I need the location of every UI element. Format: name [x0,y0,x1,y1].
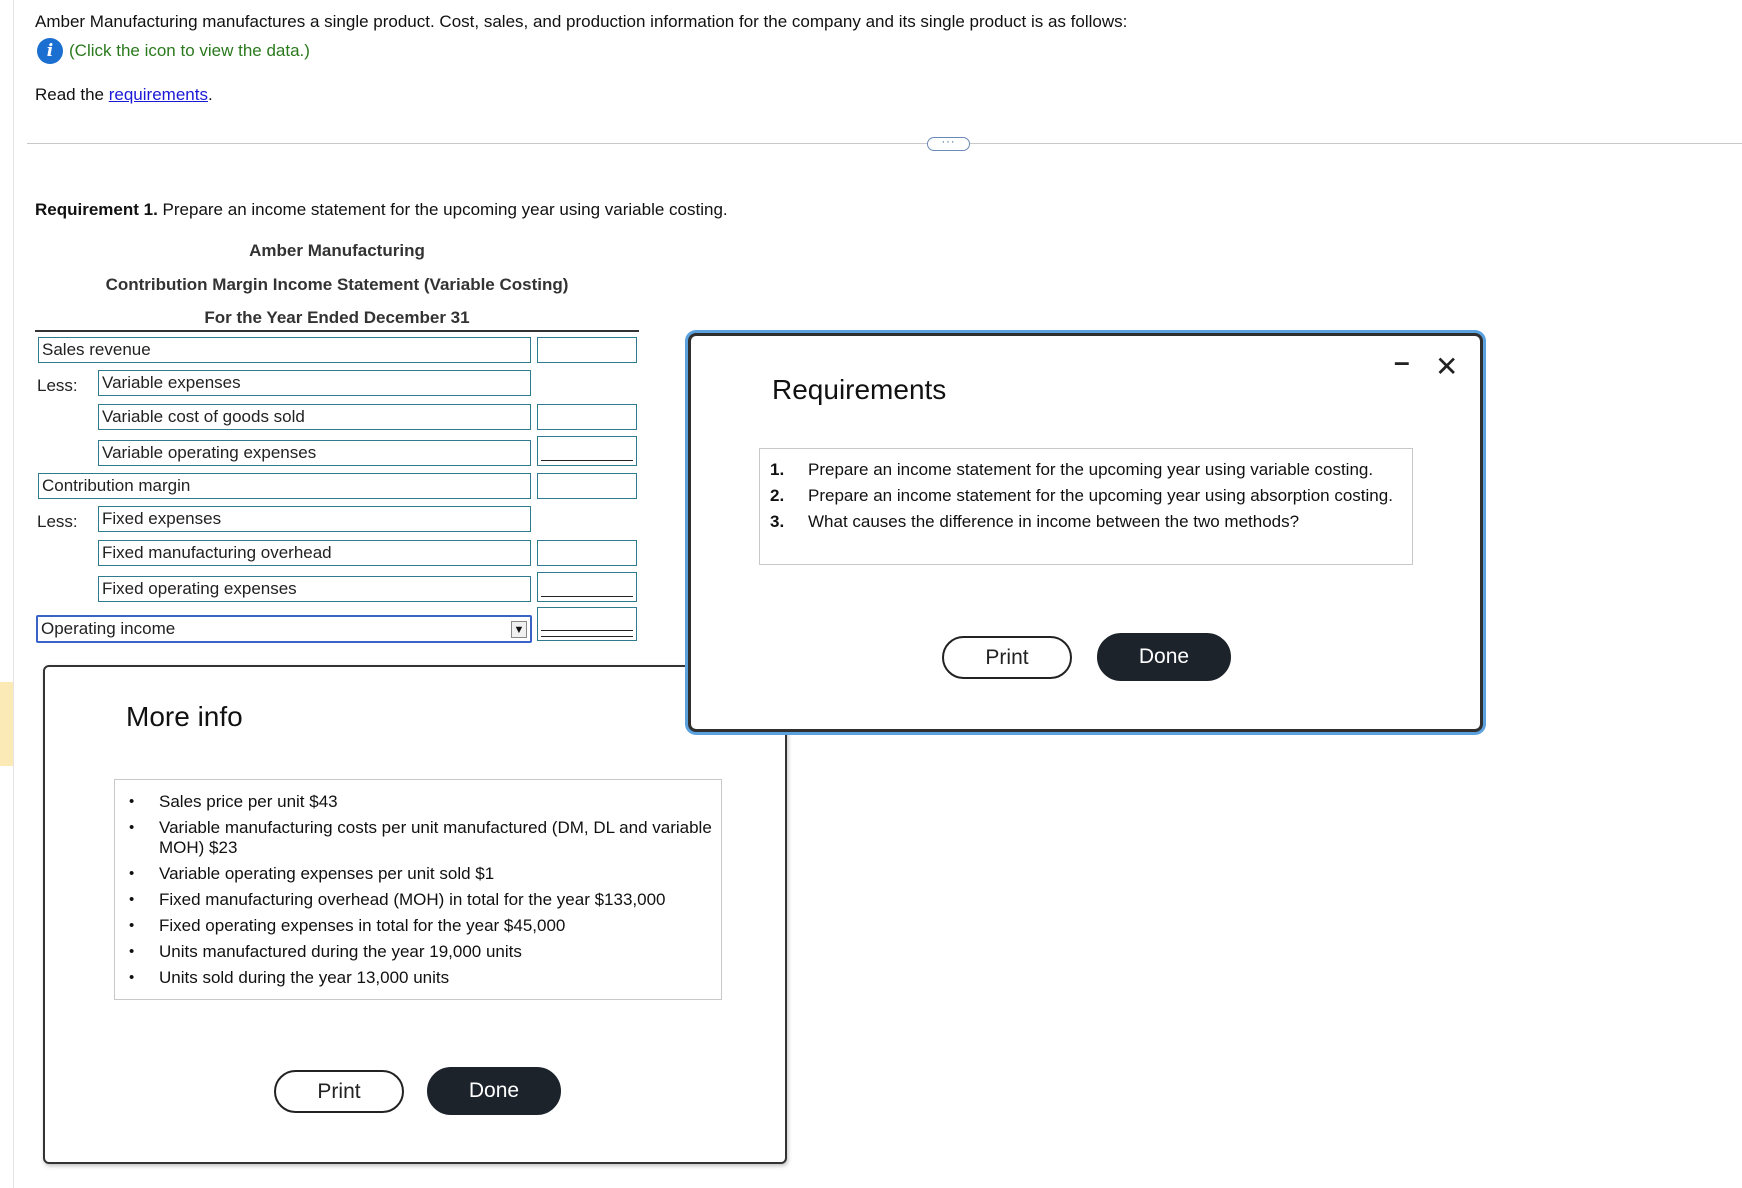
more-info-list [115,792,721,988]
company-name: Amber Manufacturing [249,241,425,260]
requirement-item [760,459,1412,481]
print-button[interactable]: Print [274,1070,404,1113]
requirement-1-heading [35,200,728,220]
requirement-1-text: Prepare an income statement for the upcoming year using variable costing. [157,200,728,219]
operating-income-amount[interactable] [537,607,637,641]
requirement-number: 1. [770,460,785,479]
contribution-margin-amount[interactable] [537,473,637,499]
more-info-item: • Variable operating expenses per unit sold $1 [115,864,721,884]
problem-intro: Amber Manufacturing manufactures a single product. Cost, sales, and production information for the company and its single product is as follows: [35,12,1128,31]
info-icon[interactable]: i [37,38,63,64]
variable-expenses-label[interactable]: Variable expenses [98,370,531,396]
more-info-item: • Fixed operating expenses in total for the year $45,000 [115,916,721,936]
sales-revenue-amount[interactable] [537,337,637,363]
fixed-opex-label[interactable]: Fixed operating expenses [98,576,531,602]
read-prefix: Read the [35,85,109,104]
requirements-list [760,459,1412,533]
minimize-icon[interactable]: – [1394,346,1410,377]
more-info-list-box [114,779,722,1000]
fixed-opex-amount[interactable] [537,572,637,602]
operating-income-dropdown[interactable] [36,615,532,643]
dropdown-value: Operating income [41,619,176,638]
variable-cogs-amount[interactable] [537,404,637,430]
variable-cogs-label[interactable]: Variable cost of goods sold [98,404,531,430]
left-border [13,0,14,1188]
more-info-title: More info [126,701,243,732]
read-suffix: . [207,85,213,104]
fixed-moh-label[interactable]: Fixed manufacturing overhead [98,540,531,566]
more-info-modal [43,665,787,1164]
requirement-number: 3. [770,512,785,531]
more-info-item: • Variable manufacturing costs per unit manufactured (DM, DL and variable MOH) $23 [115,818,721,858]
header-rule [35,330,639,332]
variable-opex-amount[interactable] [537,436,637,466]
done-button[interactable]: Done [427,1067,561,1115]
requirement-text: Prepare an income statement for the upcoming year using variable costing. [808,460,1374,479]
fixed-expenses-label[interactable]: Fixed expenses [98,506,531,532]
expand-button[interactable]: ··· [927,137,970,151]
side-tab[interactable] [0,682,13,766]
requirements-print-button[interactable]: Print [942,636,1072,679]
more-info-item: • Sales price per unit $43 [115,792,721,812]
statement-period: For the Year Ended December 31 [204,308,470,327]
sales-revenue-label[interactable]: Sales revenue [38,337,531,363]
requirements-done-button[interactable]: Done [1097,633,1231,681]
more-info-item: • Units manufactured during the year 19,000 units [115,942,721,962]
requirement-item [760,485,1412,507]
less-label-2: Less: [37,512,78,531]
variable-opex-label[interactable]: Variable operating expenses [98,440,531,466]
statement-title: Contribution Margin Income Statement (Variable Costing) [105,275,569,294]
requirements-link[interactable]: requirements [108,85,208,104]
requirement-text: Prepare an income statement for the upcoming year using absorption costing. [808,486,1393,505]
more-info-item: • Fixed manufacturing overhead (MOH) in total for the year $133,000 [115,890,721,910]
less-label: Less: [37,376,78,395]
section-divider [27,143,1742,144]
data-row [37,38,310,64]
requirements-title: Requirements [772,374,947,405]
chevron-down-icon[interactable]: ▼ [511,621,527,638]
contribution-margin-label[interactable]: Contribution margin [38,473,531,499]
requirement-1-label: Requirement 1. [35,200,158,219]
view-data-link[interactable]: (Click the icon to view the data.) [69,41,310,60]
requirements-list-box [759,448,1413,565]
requirement-number: 2. [770,486,785,505]
requirements-modal [688,333,1483,732]
more-info-item: • Units sold during the year 13,000 units [115,968,721,988]
requirement-item [760,511,1412,533]
close-icon[interactable]: ✕ [1435,351,1459,382]
read-requirements-line [35,85,213,105]
requirement-text: What causes the difference in income between the two methods? [808,512,1300,531]
fixed-moh-amount[interactable] [537,540,637,566]
